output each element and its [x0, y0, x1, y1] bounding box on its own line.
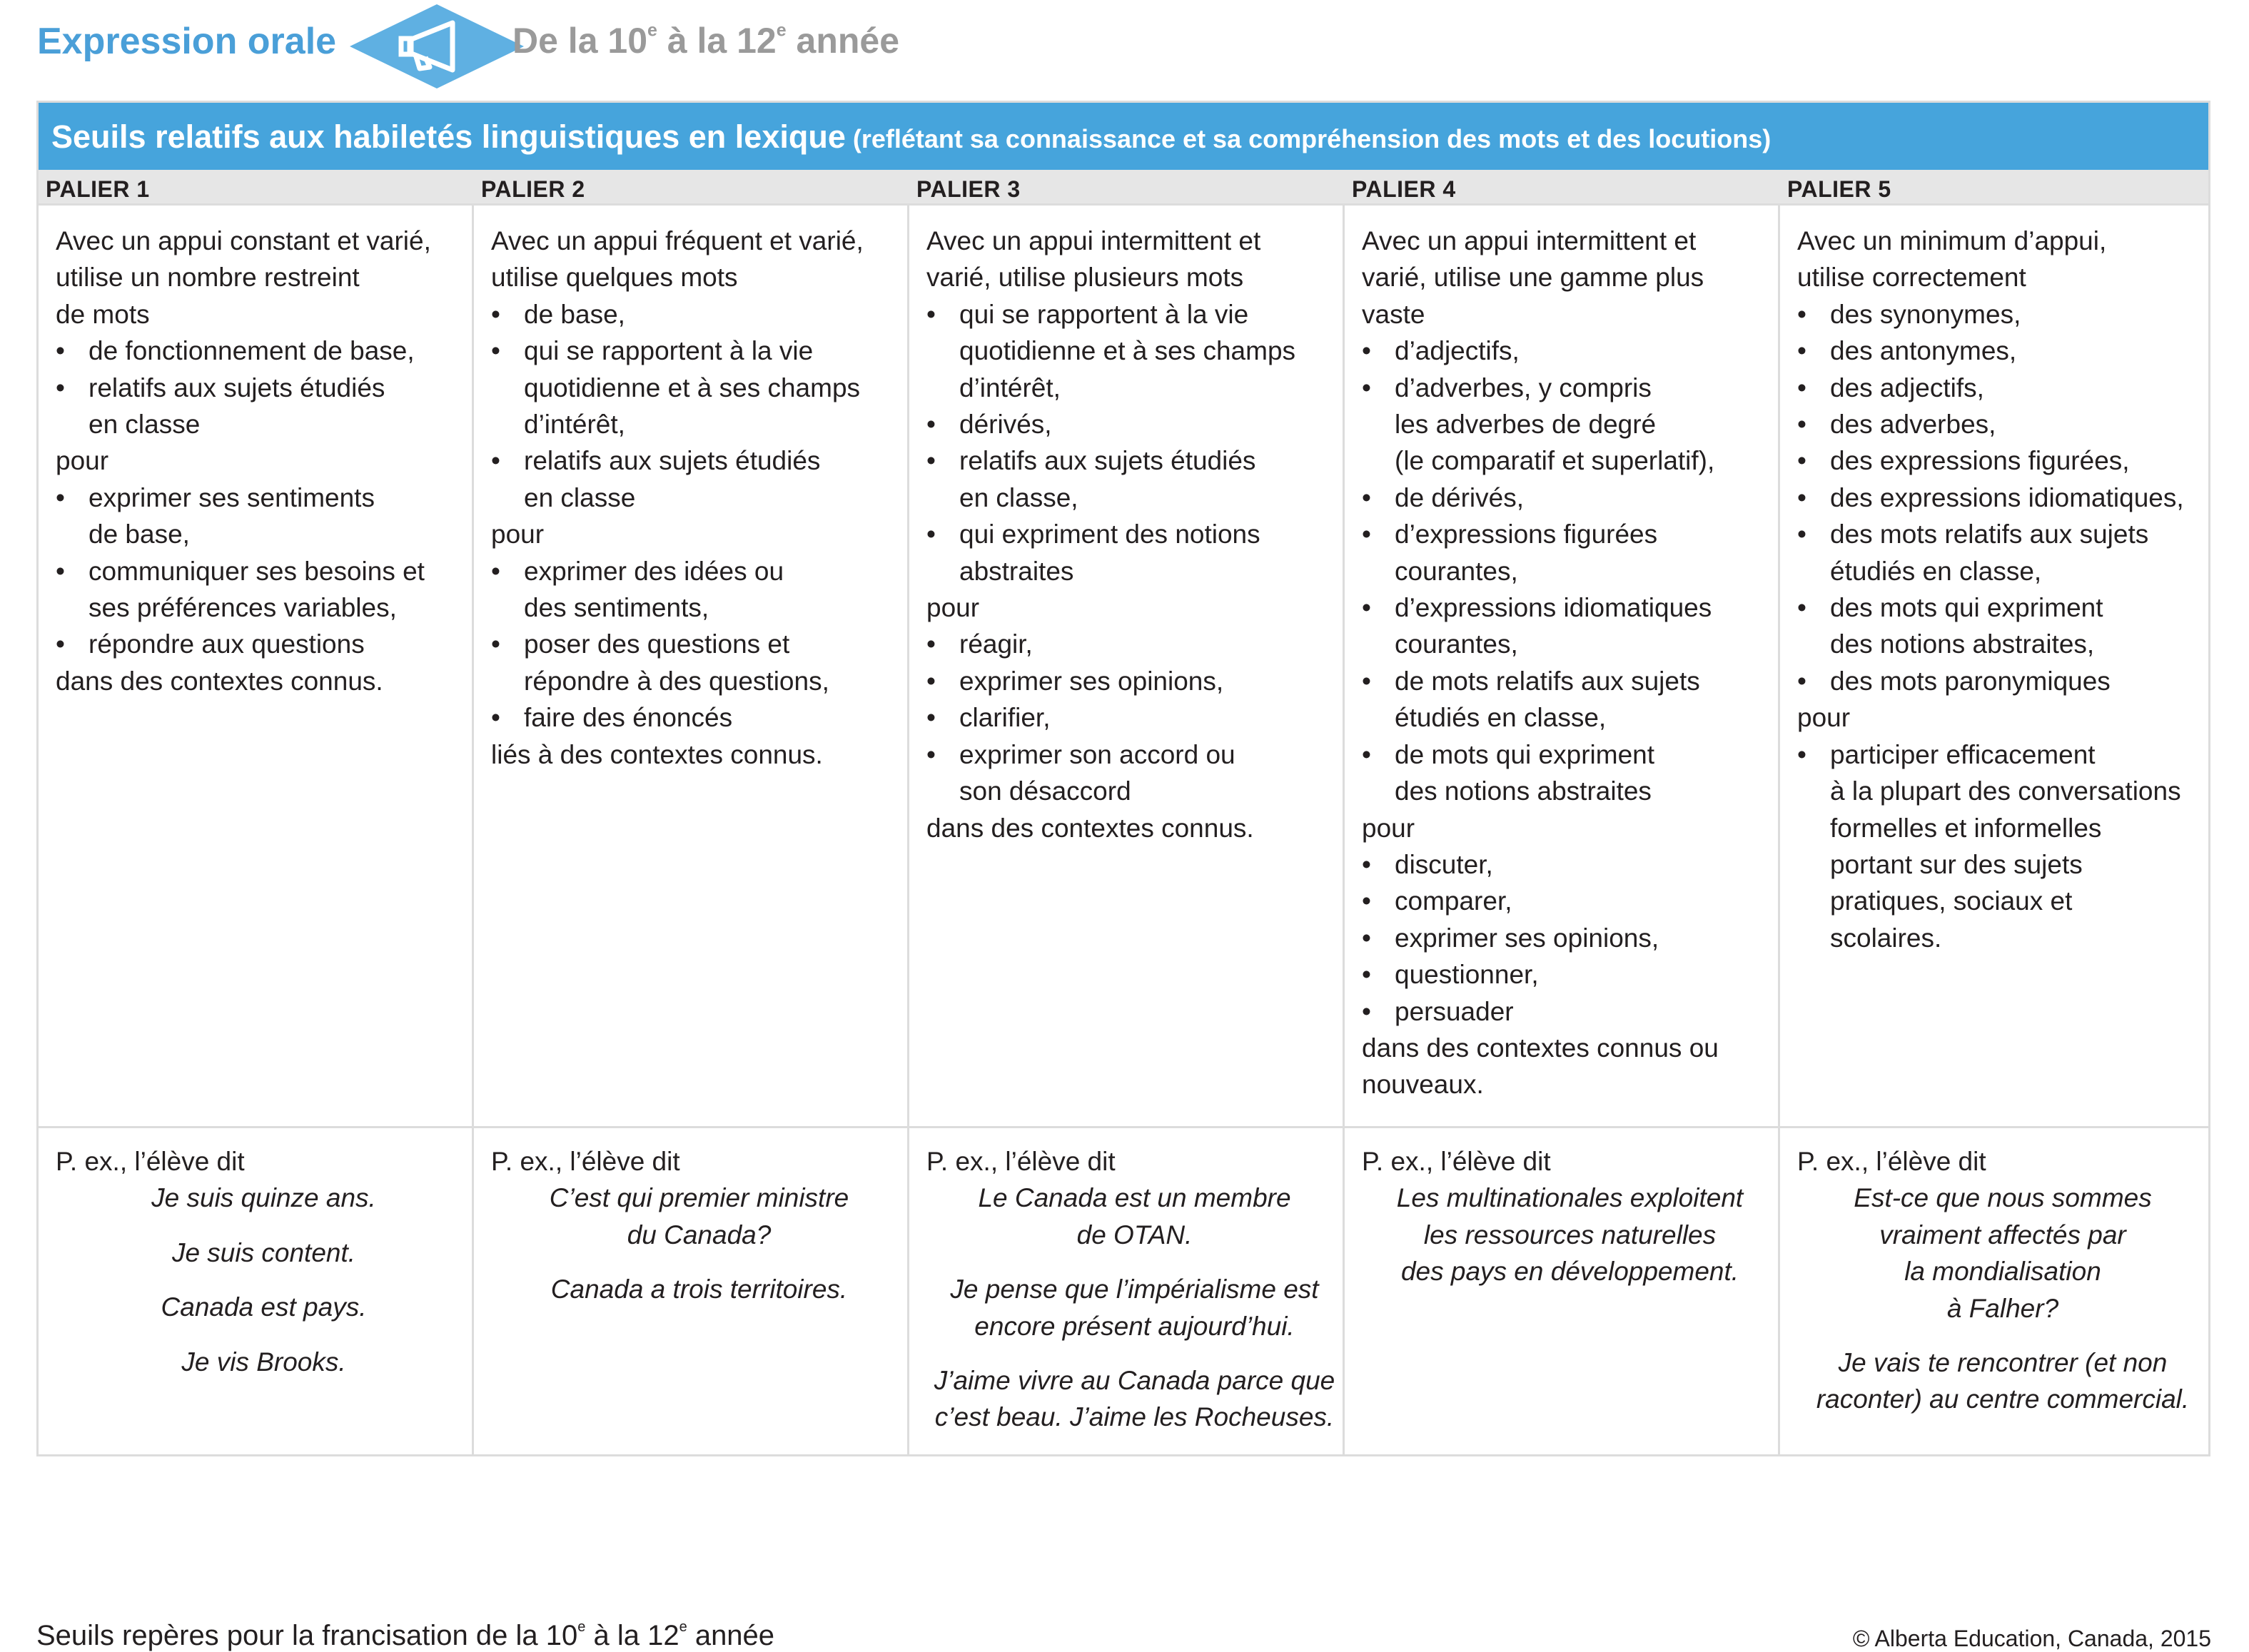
level-description [909, 223, 1343, 846]
bullet-item: • faire des énoncés [491, 699, 907, 736]
example-list [1797, 1180, 2208, 1417]
description-line: utilise correctement [1797, 263, 2026, 293]
example-line: Est-ce que nous sommes [1854, 1183, 2152, 1213]
example-line: Le Canada est un membre [978, 1183, 1291, 1213]
description-line: Avec un appui fréquent et varié, [491, 226, 864, 255]
description-line: abstraites [959, 556, 1074, 586]
description-line: en classe [524, 482, 636, 512]
example-sentence [926, 1271, 1343, 1344]
level-description [1345, 223, 1778, 1103]
bullet-item: • des expressions idiomatiques, [1797, 480, 2208, 516]
description-line: pour [1362, 813, 1415, 843]
grade-range: De la 10e à la 12e année [512, 20, 900, 61]
bullet-item: • poser des questions et [491, 626, 907, 662]
description-line: (le comparatif et superlatif), [1395, 446, 1715, 476]
description-line: pour [491, 520, 545, 549]
subject-title: Expression orale [37, 21, 337, 62]
bullet-item: • des expressions figurées, [1797, 442, 2208, 479]
example-line: Je suis quinze ans. [151, 1183, 376, 1213]
description-line: répondre à des questions, [524, 666, 829, 696]
example-line: J’aime vivre au Canada parce que [934, 1366, 1335, 1396]
bullet-item: • de base, [491, 296, 907, 333]
description-line: courantes, [1395, 556, 1518, 586]
description-line: de mots [56, 299, 150, 329]
level-header-row [39, 170, 2208, 206]
description-line: son désaccord [959, 776, 1131, 806]
bullet-item: • de mots qui expriment [1362, 736, 1778, 773]
description-line: d’intérêt, [959, 373, 1061, 402]
example-line: Je vais te rencontrer (et non [1838, 1348, 2168, 1378]
example-line: Je pense que l’impérialisme est [950, 1275, 1319, 1304]
bullet-item: • des mots paronymiques [1797, 663, 2208, 699]
bullet-item: • des mots qui expriment [1797, 589, 2208, 626]
example-intro: P. ex., l’élève dit [56, 1147, 245, 1176]
example-list [1362, 1180, 1778, 1289]
bullet-item: • comparer, [1362, 883, 1778, 919]
bullet-item: • d’expressions figurées [1362, 516, 1778, 552]
bullet-item: • communiquer ses besoins et [56, 553, 472, 589]
example-line: à Falher? [1946, 1293, 2059, 1323]
description-line: ses préférences variables, [89, 593, 397, 623]
example-list [491, 1180, 907, 1307]
bullet-item: • relatifs aux sujets étudiés [56, 370, 472, 406]
description-line: scolaires. [1830, 923, 1942, 953]
level-description [1780, 223, 2208, 956]
example-line: raconter) au centre commercial. [1816, 1384, 2190, 1414]
example-sentence [491, 1271, 907, 1307]
bullet-item: • répondre aux questions [56, 626, 472, 662]
bullet-item: • dérivés, [926, 406, 1343, 442]
bullet-item: • exprimer ses opinions, [926, 663, 1343, 699]
description-line: des sentiments, [524, 593, 709, 623]
table-subtitle: (reflétant sa connaissance et sa compréhension des mots et des locutions) [845, 124, 1772, 153]
level-heading: PALIER 2 [481, 176, 585, 202]
example-line: Canada est pays. [161, 1292, 367, 1322]
bullet-item: • qui se rapportent à la vie [491, 333, 907, 369]
footer-copyright: © Alberta Education, Canada, 2015 [1852, 1626, 2211, 1651]
bullet-item: • d’adjectifs, [1362, 333, 1778, 369]
description-line: étudiés en classe, [1395, 703, 1607, 733]
description-line: les adverbes de degré [1395, 410, 1657, 440]
example-line: la mondialisation [1904, 1257, 2101, 1287]
bullet-item: • de dérivés, [1362, 480, 1778, 516]
bullet-item: • exprimer des idées ou [491, 553, 907, 589]
bullet-item: • persuader [1362, 993, 1778, 1030]
example-line: Canada a trois territoires. [550, 1275, 848, 1304]
example-sentence [1797, 1180, 2208, 1327]
example-line: de OTAN. [1076, 1220, 1193, 1250]
level-description [474, 223, 907, 773]
description-line: des notions abstraites [1395, 776, 1652, 806]
bullet-item: • de mots relatifs aux sujets [1362, 663, 1778, 699]
description-line: nouveaux. [1362, 1070, 1484, 1100]
example-line: C’est qui premier ministre [549, 1183, 849, 1213]
level-description [39, 223, 472, 699]
description-line: quotidienne et à ses champs [524, 373, 861, 402]
description-line: utilise un nombre restreint [56, 263, 360, 293]
description-line: courantes, [1395, 629, 1518, 659]
example-line: Je suis content. [171, 1237, 356, 1267]
level-heading: PALIER 1 [46, 176, 150, 202]
thresholds-table [36, 101, 2210, 1456]
description-line: Avec un appui intermittent et [1362, 226, 1697, 255]
example-sentence [56, 1180, 472, 1216]
example-line: du Canada? [627, 1220, 772, 1250]
bullet-item: • des mots relatifs aux sujets [1797, 516, 2208, 552]
example-list [56, 1180, 472, 1380]
description-line: des notions abstraites, [1830, 629, 2095, 659]
table-title-bar [39, 103, 2208, 170]
description-line: à la plupart des conversations [1830, 776, 2181, 806]
level-examples [1345, 1143, 1778, 1308]
bullet-item: • réagir, [926, 626, 1343, 662]
description-line: varié, utilise plusieurs mots [926, 263, 1244, 293]
bullet-item: • exprimer ses sentiments [56, 480, 472, 516]
description-line: utilise quelques mots [491, 263, 738, 293]
description-line: vaste [1362, 299, 1425, 329]
description-line: pratiques, sociaux et [1830, 886, 2073, 916]
description-line: varié, utilise une gamme plus [1362, 263, 1704, 293]
description-line: dans des contextes connus ou [1362, 1033, 1719, 1063]
description-line: quotidienne et à ses champs [959, 336, 1296, 366]
description-line: d’intérêt, [524, 410, 625, 440]
description-line: en classe, [959, 482, 1078, 512]
example-line: vraiment affectés par [1879, 1220, 2126, 1250]
description-line: étudiés en classe, [1830, 556, 2042, 586]
bullet-item: • relatifs aux sujets étudiés [926, 442, 1343, 479]
level-examples [39, 1143, 472, 1398]
example-intro: P. ex., l’élève dit [926, 1147, 1116, 1176]
bullet-item: • questionner, [1362, 956, 1778, 993]
bullet-item: • qui se rapportent à la vie [926, 296, 1343, 333]
example-line: encore présent aujourd’hui. [974, 1311, 1295, 1341]
example-intro: P. ex., l’élève dit [491, 1147, 680, 1176]
example-sentence [56, 1344, 472, 1380]
description-line: Avec un appui intermittent et [926, 226, 1261, 255]
example-line: Je vis Brooks. [181, 1347, 346, 1377]
bullet-item: • exprimer ses opinions, [1362, 920, 1778, 956]
bullet-item: • d’expressions idiomatiques [1362, 589, 1778, 626]
example-sentence [491, 1180, 907, 1253]
example-sentence [1362, 1180, 1778, 1289]
table-title: Seuils relatifs aux habiletés linguistiques en lexique [51, 118, 846, 155]
bullet-item: • des adjectifs, [1797, 370, 2208, 406]
description-line: portant sur des sujets [1830, 849, 2083, 879]
bullet-item: • participer efficacement [1797, 736, 2208, 773]
level-heading: PALIER 5 [1787, 176, 1891, 202]
megaphone-icon [341, 0, 532, 93]
row-divider [39, 1126, 2208, 1128]
description-line: de base, [89, 520, 190, 549]
description-line: Avec un appui constant et varié, [56, 226, 431, 255]
example-list [926, 1180, 1343, 1435]
bullet-item: • qui expriment des notions [926, 516, 1343, 552]
example-sentence [926, 1362, 1343, 1436]
description-line: en classe [89, 410, 201, 440]
example-line: c’est beau. J’aime les Rocheuses. [934, 1402, 1335, 1432]
description-line: pour [926, 593, 980, 623]
example-line: les ressources naturelles [1423, 1220, 1717, 1250]
description-line: Avec un minimum d’appui, [1797, 226, 2107, 255]
example-sentence [926, 1180, 1343, 1253]
example-sentence [56, 1235, 472, 1271]
description-line: pour [1797, 703, 1851, 733]
example-sentence [56, 1289, 472, 1325]
bullet-item: • exprimer son accord ou [926, 736, 1343, 773]
description-line: dans des contextes connus. [926, 813, 1254, 843]
example-line: des pays en développement. [1400, 1257, 1739, 1287]
level-examples [474, 1143, 907, 1326]
bullet-item: • relatifs aux sujets étudiés [491, 442, 907, 479]
example-intro: P. ex., l’élève dit [1797, 1147, 1986, 1176]
example-sentence [1797, 1344, 2208, 1418]
bullet-item: • des antonymes, [1797, 333, 2208, 369]
level-examples [909, 1143, 1343, 1454]
example-intro: P. ex., l’élève dit [1362, 1147, 1551, 1176]
level-examples [1780, 1143, 2208, 1436]
description-line: formelles et informelles [1830, 813, 2102, 843]
bullet-item: • de fonctionnement de base, [56, 333, 472, 369]
example-line: Les multinationales exploitent [1396, 1183, 1744, 1213]
description-line: pour [56, 446, 109, 476]
bullet-item: • des adverbes, [1797, 406, 2208, 442]
description-line: liés à des contextes connus. [491, 739, 823, 769]
bullet-item: • discuter, [1362, 846, 1778, 883]
description-line: dans des contextes connus. [56, 666, 383, 696]
page-header [37, 0, 1036, 93]
level-heading: PALIER 4 [1352, 176, 1456, 202]
bullet-item: • des synonymes, [1797, 296, 2208, 333]
footer-document-title: Seuils repères pour la francisation de la 10e à la 12e année [36, 1619, 775, 1651]
level-heading: PALIER 3 [916, 176, 1021, 202]
bullet-item: • d’adverbes, y compris [1362, 370, 1778, 406]
bullet-item: • clarifier, [926, 699, 1343, 736]
